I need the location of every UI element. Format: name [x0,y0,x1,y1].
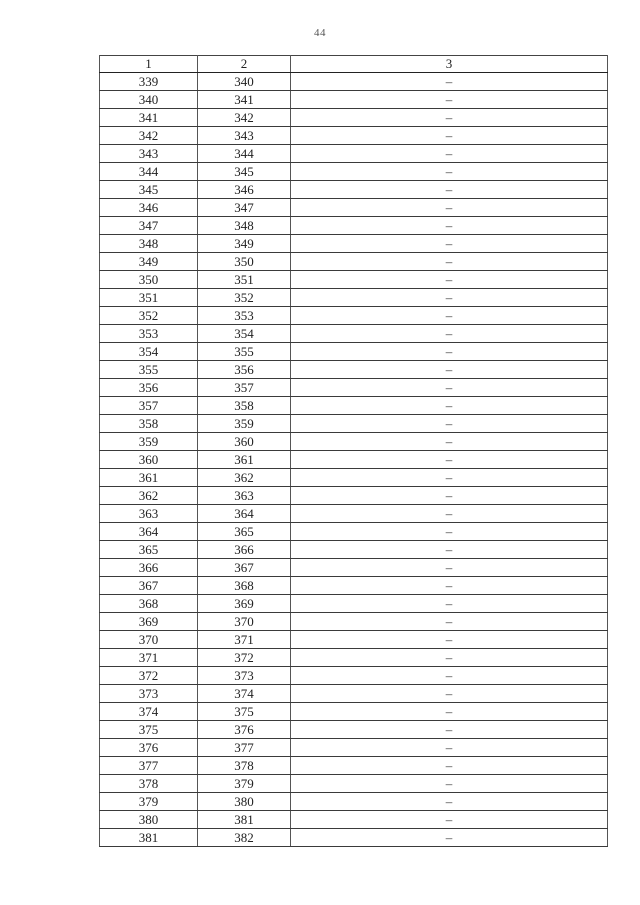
table-cell-col-3: – [291,181,608,199]
table-row [100,289,608,307]
table-cell-col-3: – [291,541,608,559]
table-cell-col-1: 369 [100,613,198,631]
table-cell-col-1: 364 [100,523,198,541]
table-cell-col-1: 362 [100,487,198,505]
table-cell-col-2: 351 [198,271,291,289]
table-row [100,325,608,343]
table-row [100,739,608,757]
column-header-2: 2 [198,56,291,73]
table-cell-col-2: 348 [198,217,291,235]
table-cell-col-2: 373 [198,667,291,685]
table-cell-col-3: – [291,433,608,451]
table-cell-col-3: – [291,379,608,397]
table-cell-col-1: 344 [100,163,198,181]
table-cell-col-3: – [291,595,608,613]
table-row [100,379,608,397]
table-cell-col-2: 356 [198,361,291,379]
table-row [100,685,608,703]
table-cell-col-1: 380 [100,811,198,829]
table-row [100,469,608,487]
data-table [99,55,608,847]
table-cell-col-1: 368 [100,595,198,613]
table-cell-col-1: 377 [100,757,198,775]
table-cell-col-3: – [291,703,608,721]
table-cell-col-2: 350 [198,253,291,271]
table-cell-col-2: 347 [198,199,291,217]
table-cell-col-3: – [291,343,608,361]
table-cell-col-3: – [291,577,608,595]
table-cell-col-1: 349 [100,253,198,271]
table-cell-col-1: 355 [100,361,198,379]
table-cell-col-1: 351 [100,289,198,307]
table-row [100,721,608,739]
table-cell-col-2: 369 [198,595,291,613]
table-cell-col-3: – [291,829,608,847]
table-row [100,145,608,163]
table-row [100,595,608,613]
table-cell-col-2: 354 [198,325,291,343]
table-cell-col-2: 345 [198,163,291,181]
table-row [100,433,608,451]
table-row [100,343,608,361]
table-row [100,397,608,415]
table-cell-col-1: 376 [100,739,198,757]
table-cell-col-2: 374 [198,685,291,703]
page-number: 44 [314,27,326,39]
table-cell-col-3: – [291,253,608,271]
table-cell-col-1: 367 [100,577,198,595]
table-cell-col-2: 370 [198,613,291,631]
table-cell-col-3: – [291,127,608,145]
table-cell-col-1: 353 [100,325,198,343]
table-cell-col-1: 342 [100,127,198,145]
table-row [100,703,608,721]
table-row [100,649,608,667]
table-cell-col-3: – [291,505,608,523]
table-row [100,811,608,829]
table-cell-col-2: 353 [198,307,291,325]
table-row [100,793,608,811]
table-cell-col-1: 370 [100,631,198,649]
table-cell-col-3: – [291,289,608,307]
table-cell-col-1: 381 [100,829,198,847]
table-cell-col-2: 367 [198,559,291,577]
table-cell-col-1: 348 [100,235,198,253]
table-cell-col-2: 340 [198,73,291,91]
table-cell-col-3: – [291,199,608,217]
table-cell-col-3: – [291,685,608,703]
table-cell-col-3: – [291,775,608,793]
table-cell-col-3: – [291,415,608,433]
table-cell-col-2: 371 [198,631,291,649]
table-cell-col-3: – [291,757,608,775]
table-cell-col-1: 372 [100,667,198,685]
table-cell-col-3: – [291,811,608,829]
table-cell-col-2: 377 [198,739,291,757]
table-row [100,415,608,433]
table-cell-col-1: 373 [100,685,198,703]
table-header [100,56,608,73]
table-row [100,109,608,127]
table-cell-col-3: – [291,109,608,127]
table-row [100,667,608,685]
table-cell-col-1: 366 [100,559,198,577]
table-cell-col-3: – [291,397,608,415]
table-cell-col-1: 371 [100,649,198,667]
table-cell-col-1: 365 [100,541,198,559]
table-row [100,271,608,289]
table-cell-col-1: 363 [100,505,198,523]
table-cell-col-2: 372 [198,649,291,667]
table-cell-col-1: 339 [100,73,198,91]
table-row [100,127,608,145]
table-row [100,487,608,505]
table-cell-col-3: – [291,721,608,739]
table-cell-col-2: 379 [198,775,291,793]
table-body [100,73,608,847]
table-row [100,235,608,253]
table-row [100,307,608,325]
table-row [100,577,608,595]
table-row [100,523,608,541]
header-row [100,56,608,73]
table-cell-col-2: 381 [198,811,291,829]
table-row [100,631,608,649]
table-cell-col-3: – [291,451,608,469]
table-cell-col-1: 374 [100,703,198,721]
table-cell-col-3: – [291,73,608,91]
table-cell-col-1: 350 [100,271,198,289]
table-row [100,613,608,631]
table-cell-col-1: 361 [100,469,198,487]
table-row [100,199,608,217]
table-row [100,91,608,109]
table-cell-col-3: – [291,325,608,343]
table-cell-col-2: 364 [198,505,291,523]
table-row [100,559,608,577]
table-cell-col-3: – [291,235,608,253]
table-row [100,541,608,559]
table-cell-col-1: 360 [100,451,198,469]
table-cell-col-3: – [291,793,608,811]
table-cell-col-3: – [291,649,608,667]
table-cell-col-1: 340 [100,91,198,109]
table-cell-col-1: 375 [100,721,198,739]
table-cell-col-2: 349 [198,235,291,253]
table-cell-col-2: 366 [198,541,291,559]
table-row [100,757,608,775]
table-row [100,163,608,181]
table-row [100,181,608,199]
table-cell-col-1: 345 [100,181,198,199]
table-cell-col-2: 346 [198,181,291,199]
table-cell-col-2: 361 [198,451,291,469]
table-cell-col-2: 343 [198,127,291,145]
table-cell-col-3: – [291,271,608,289]
table-row [100,73,608,91]
table-cell-col-3: – [291,559,608,577]
table-cell-col-3: – [291,487,608,505]
table-cell-col-3: – [291,631,608,649]
table-cell-col-3: – [291,91,608,109]
table-cell-col-1: 354 [100,343,198,361]
table-cell-col-2: 375 [198,703,291,721]
column-header-1: 1 [100,56,198,73]
table-cell-col-3: – [291,217,608,235]
table-cell-col-3: – [291,307,608,325]
table-cell-col-2: 362 [198,469,291,487]
table-cell-col-2: 355 [198,343,291,361]
table-cell-col-2: 382 [198,829,291,847]
table-row [100,253,608,271]
table-cell-col-3: – [291,667,608,685]
table-cell-col-1: 378 [100,775,198,793]
table-row [100,829,608,847]
table-row [100,451,608,469]
table-cell-col-2: 380 [198,793,291,811]
table-cell-col-3: – [291,145,608,163]
table-cell-col-2: 368 [198,577,291,595]
table-cell-col-3: – [291,361,608,379]
table-row [100,505,608,523]
table-cell-col-1: 346 [100,199,198,217]
table-cell-col-2: 358 [198,397,291,415]
table-cell-col-1: 358 [100,415,198,433]
table-cell-col-2: 344 [198,145,291,163]
table-row [100,775,608,793]
table-cell-col-2: 363 [198,487,291,505]
table-cell-col-2: 378 [198,757,291,775]
table-cell-col-3: – [291,523,608,541]
table-cell-col-1: 343 [100,145,198,163]
table-cell-col-3: – [291,613,608,631]
table-cell-col-3: – [291,739,608,757]
table-cell-col-2: 341 [198,91,291,109]
table-cell-col-1: 347 [100,217,198,235]
table-cell-col-1: 357 [100,397,198,415]
table-cell-col-2: 365 [198,523,291,541]
table-cell-col-1: 352 [100,307,198,325]
table-cell-col-2: 376 [198,721,291,739]
table-cell-col-2: 357 [198,379,291,397]
table-cell-col-1: 359 [100,433,198,451]
table-cell-col-1: 356 [100,379,198,397]
table-cell-col-3: – [291,163,608,181]
table-cell-col-2: 360 [198,433,291,451]
table-cell-col-1: 379 [100,793,198,811]
table-row [100,361,608,379]
table-cell-col-2: 359 [198,415,291,433]
column-header-3: 3 [291,56,608,73]
table-cell-col-2: 352 [198,289,291,307]
table-cell-col-2: 342 [198,109,291,127]
table-cell-col-3: – [291,469,608,487]
table-row [100,217,608,235]
table-cell-col-1: 341 [100,109,198,127]
